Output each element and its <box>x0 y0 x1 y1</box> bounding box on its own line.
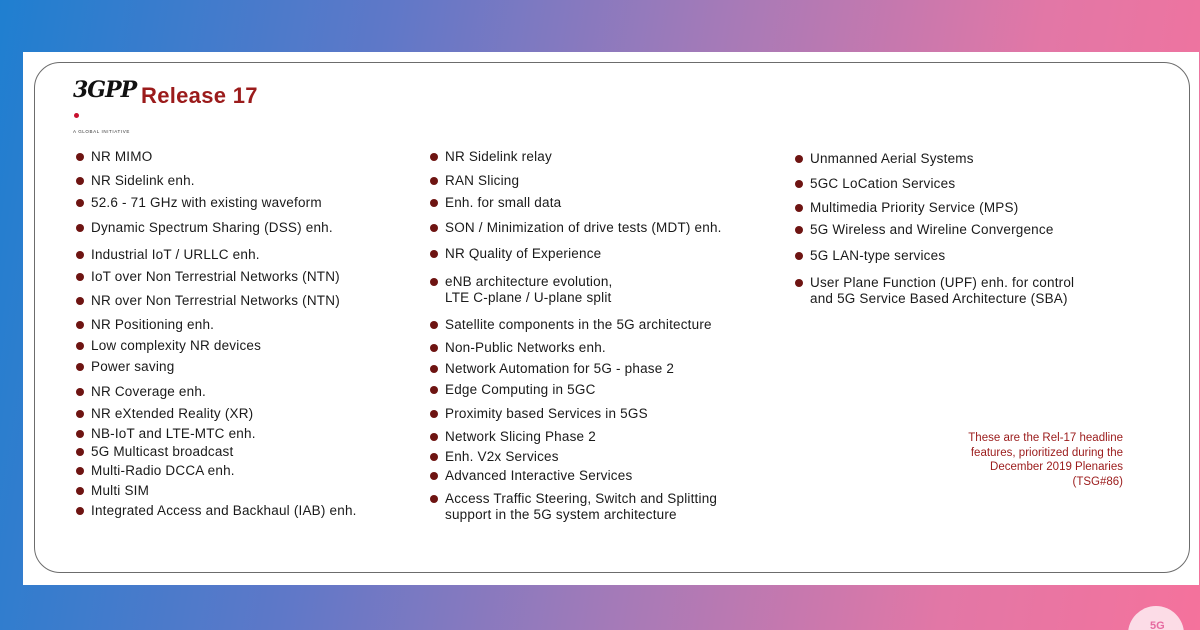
bullet-icon <box>76 487 84 495</box>
bullet-icon <box>76 342 84 350</box>
feature-item <box>430 246 601 262</box>
feature-item <box>76 149 152 165</box>
feature-label: LTE C-plane / U-plane split <box>445 290 612 305</box>
feature-item <box>430 149 552 165</box>
feature-label: NR eXtended Reality (XR) <box>91 406 254 421</box>
bullet-icon <box>430 495 438 503</box>
feature-label: Network Slicing Phase 2 <box>445 429 596 444</box>
feature-label: Non-Public Networks enh. <box>445 340 606 355</box>
bullet-icon <box>76 153 84 161</box>
slide <box>23 52 1199 585</box>
bullet-icon <box>76 388 84 396</box>
bullet-icon <box>430 177 438 185</box>
feature-label: NR Sidelink relay <box>445 149 552 164</box>
feature-item <box>76 269 340 285</box>
feature-label: Dynamic Spectrum Sharing (DSS) enh. <box>91 220 333 235</box>
feature-item <box>76 503 357 519</box>
feature-label: 5GC LoCation Services <box>810 176 956 191</box>
feature-item <box>795 151 974 167</box>
feature-label: Unmanned Aerial Systems <box>810 151 974 166</box>
bullet-icon <box>76 448 84 456</box>
feature-item <box>795 248 945 264</box>
bullet-icon <box>430 472 438 480</box>
feature-label: eNB architecture evolution, <box>445 274 613 289</box>
logo-mark: 3GPP <box>73 78 135 126</box>
bullet-icon <box>76 321 84 329</box>
note-line: (TSG#86) <box>1072 475 1123 488</box>
feature-label: 5G Multicast broadcast <box>91 444 234 459</box>
bullet-icon <box>76 273 84 281</box>
note-line: These are the Rel-17 headline <box>968 432 1123 444</box>
feature-label: Access Traffic Steering, Switch and Splitting <box>445 491 718 506</box>
bullet-icon <box>430 410 438 418</box>
feature-label: 5G LAN-type services <box>810 248 946 263</box>
bullet-icon <box>795 155 803 163</box>
feature-item <box>795 176 955 192</box>
feature-label: Multi SIM <box>91 483 150 498</box>
bullet-icon <box>430 321 438 329</box>
bullet-icon <box>76 363 84 371</box>
feature-label: Multimedia Priority Service (MPS) <box>810 200 1019 215</box>
feature-item <box>430 274 613 306</box>
feature-item <box>76 317 214 333</box>
bullet-icon <box>76 199 84 207</box>
feature-item <box>76 293 340 309</box>
bullet-icon <box>430 250 438 258</box>
bullet-icon <box>76 251 84 259</box>
bullet-icon <box>795 279 803 287</box>
feature-label: NR Positioning enh. <box>91 317 215 332</box>
bullet-icon <box>430 199 438 207</box>
corner-badge-label: 5G <box>1150 620 1165 630</box>
bullet-icon <box>430 433 438 441</box>
feature-item <box>795 275 1074 307</box>
feature-item <box>76 338 261 354</box>
feature-item <box>430 340 606 356</box>
bullet-icon <box>795 252 803 260</box>
feature-item <box>76 173 195 189</box>
feature-label: Network Automation for 5G - phase 2 <box>445 361 675 376</box>
feature-label: Enh. V2x Services <box>445 449 559 464</box>
feature-item <box>76 195 322 211</box>
feature-label: NR over Non Terrestrial Networks (NTN) <box>91 293 340 308</box>
bullet-icon <box>76 410 84 418</box>
bullet-icon <box>795 226 803 234</box>
feature-label: Advanced Interactive Services <box>445 468 633 483</box>
feature-label: and 5G Service Based Architecture (SBA) <box>810 291 1068 306</box>
feature-label: RAN Slicing <box>445 173 520 188</box>
feature-item <box>76 463 235 479</box>
feature-label: Industrial IoT / URLLC enh. <box>91 247 260 262</box>
feature-item <box>76 384 206 400</box>
feature-item <box>76 426 256 442</box>
feature-item <box>430 382 596 398</box>
feature-item <box>430 449 559 465</box>
bullet-icon <box>76 297 84 305</box>
bullet-icon <box>76 430 84 438</box>
feature-item <box>76 359 174 375</box>
feature-item <box>76 247 260 263</box>
feature-label: User Plane Function (UPF) enh. for control <box>810 275 1075 290</box>
feature-label: Satellite components in the 5G architecture <box>445 317 712 332</box>
feature-label: 52.6 - 71 GHz with existing waveform <box>91 195 322 210</box>
feature-label: Edge Computing in 5GC <box>445 382 596 397</box>
feature-item <box>430 361 674 377</box>
feature-label: 5G Wireless and Wireline Convergence <box>810 222 1054 237</box>
feature-label: NR Quality of Experience <box>445 246 602 261</box>
feature-item <box>76 483 149 499</box>
bullet-icon <box>76 224 84 232</box>
feature-item <box>430 173 519 189</box>
feature-label: Multi-Radio DCCA enh. <box>91 463 235 478</box>
feature-item <box>76 406 253 422</box>
feature-item <box>430 491 717 523</box>
bullet-icon <box>430 278 438 286</box>
bullet-icon <box>76 507 84 515</box>
bullet-icon <box>430 386 438 394</box>
feature-label: IoT over Non Terrestrial Networks (NTN) <box>91 269 340 284</box>
feature-item <box>430 317 712 333</box>
bullet-icon <box>795 204 803 212</box>
feature-item <box>76 444 233 460</box>
note-line: features, prioritized during the <box>970 446 1123 459</box>
feature-item <box>430 429 596 445</box>
feature-item <box>430 195 561 211</box>
feature-item <box>795 200 1018 216</box>
note-line: December 2019 Plenaries <box>990 461 1123 473</box>
bullet-icon <box>430 153 438 161</box>
bullet-icon <box>76 467 84 475</box>
bullet-icon <box>430 224 438 232</box>
headline-note <box>903 431 1123 489</box>
feature-label: Low complexity NR devices <box>91 338 262 353</box>
logo-tagline: A GLOBAL INITIATIVE <box>73 129 130 134</box>
feature-label: NR Sidelink enh. <box>91 173 195 188</box>
bullet-icon <box>430 365 438 373</box>
feature-label: SON / Minimization of drive tests (MDT) enh. <box>445 220 722 235</box>
page-title: Release 17 <box>141 83 258 108</box>
feature-item <box>795 222 1054 238</box>
bullet-icon <box>76 177 84 185</box>
feature-label: support in the 5G system architecture <box>445 507 677 522</box>
feature-label: Integrated Access and Backhaul (IAB) enh. <box>91 503 357 518</box>
3gpp-logo <box>73 77 137 134</box>
feature-label: Enh. for small data <box>445 195 562 210</box>
bullet-icon <box>430 453 438 461</box>
feature-label: NB-IoT and LTE-MTC enh. <box>91 426 256 441</box>
feature-item <box>430 406 648 422</box>
feature-label: Proximity based Services in 5GS <box>445 406 648 421</box>
bullet-icon <box>430 344 438 352</box>
feature-label: NR MIMO <box>91 149 153 164</box>
feature-item <box>76 220 333 236</box>
feature-item <box>430 220 722 236</box>
feature-label: Power saving <box>91 359 175 374</box>
bullet-icon <box>795 180 803 188</box>
feature-item <box>430 468 632 484</box>
feature-label: NR Coverage enh. <box>91 384 207 399</box>
